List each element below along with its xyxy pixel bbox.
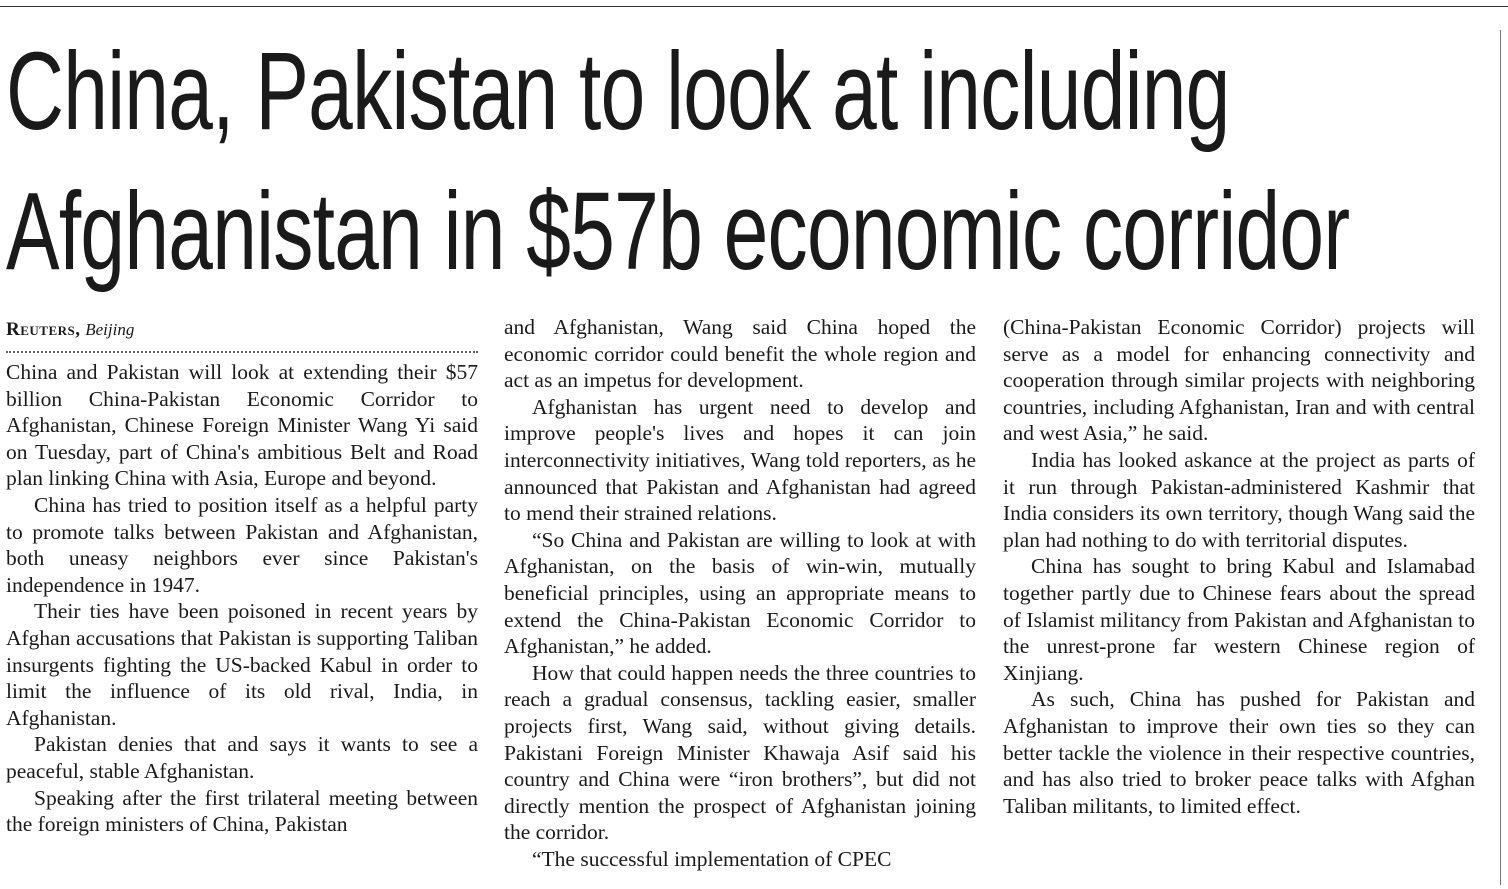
paragraph: China and Pakistan will look at extending their $57 billion China-Pakistan Economic Corridor to Afghanistan, Chinese Foreign Minister Wang Yi said on Tuesday, part of China's ambitious Belt and Road plan linking China with Asia, Europe and beyond. (6, 360, 478, 491)
byline-agency: Reuters, (6, 319, 81, 340)
byline (6, 317, 478, 353)
paragraph: How that could happen needs the three countries to reach a gradual consensus, tackling easier, smaller projects first, Wang said, without giving details. Pakistani Foreign Minister Khawaja Asif said his country and China were “iron brothers”, but did not directly mention the prospect of Afghanistan joining the corridor. (504, 660, 976, 845)
article-headline (6, 22, 1350, 302)
headline-line-1: China, Pakistan to look at including (6, 30, 1230, 153)
paragraph: As such, China has pushed for Pakistan and Afghanistan to improve their own ties so they can better tackle the violence in their respective countries, and has also tried to broker peace talks with Afghan Taliban militants, to limited effect. (1003, 687, 1475, 818)
paragraph: China has sought to bring Kabul and Islamabad together partly due to Chinese fears about the spread of Islamist militancy from Pakistan and Afghanistan to the unrest-prone far western Chinese region of Xinjiang. (1003, 554, 1475, 685)
paragraph: Afghanistan has urgent need to develop and improve people's lives and hopes it can join interconnectivity initiatives, Wang told reporters, as he announced that Pakistan and Afghanistan had agreed to mend their strained relations. (504, 394, 976, 526)
paragraph: and Afghanistan, Wang said China hoped the economic corridor could benefit the whole region and act as an impetus for development. (504, 315, 976, 393)
article-column-1 (6, 314, 478, 838)
paragraph: India has looked askance at the project as parts of it run through Pakistan-administered Kashmir that India considers its own territory, though Wang said the plan had nothing to do with territorial disputes. (1003, 447, 1475, 552)
paragraph: Speaking after the first trilateral meeting between the foreign ministers of China, Pakistan (6, 785, 478, 837)
paragraph: Their ties have been poisoned in recent years by Afghan accusations that Pakistan is supporting Taliban insurgents fighting the US-backed Kabul in order to limit the influence of its old rival, India, in Afghanistan. (6, 599, 478, 730)
paragraph: Pakistan denies that and says it wants to see a peaceful, stable Afghanistan. (6, 732, 478, 783)
article-column-3 (1003, 314, 1475, 819)
paragraph: (China-Pakistan Economic Corridor) projects will serve as a model for enhancing connectivity and cooperation through similar projects with neighboring countries, including Afghanistan, Iran and with central and west Asia,” he said. (1003, 315, 1475, 446)
top-rule (0, 6, 1508, 7)
article-column-2 (504, 314, 976, 872)
byline-city: Beijing (85, 320, 135, 339)
paragraph: “The successful implementation of CPEC (532, 846, 892, 871)
column-edge-rule (1500, 30, 1501, 885)
paragraph: “So China and Pakistan are willing to look at with Afghanistan, on the basis of win-win, mutually beneficial principles, using an appropriate means to extend the China-Pakistan Economic Corridor to Afghanistan,” he added. (504, 527, 976, 659)
headline-line-2: Afghanistan in $57b economic corridor (6, 170, 1350, 293)
paragraph: China has tried to position itself as a helpful party to promote talks between Pakistan and Afghanistan, both uneasy neighbors ever since Pakistan's independence in 1947. (6, 492, 478, 597)
